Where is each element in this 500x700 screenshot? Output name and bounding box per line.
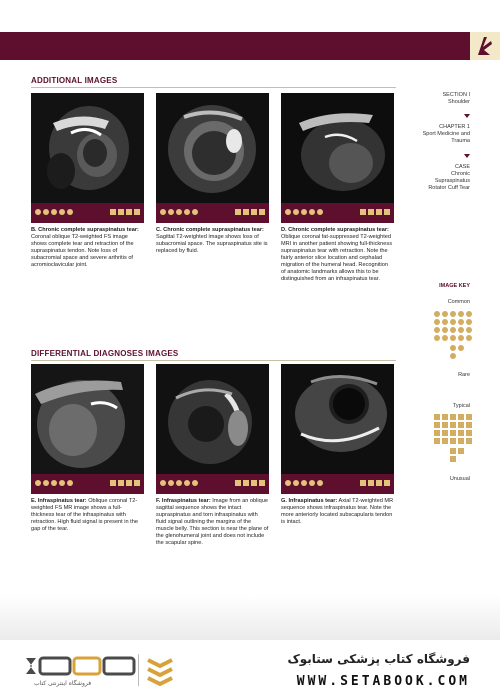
caption-d: D. Chronic complete supraspinatus tear: Oblique coronal fat-suppressed T2-weighted MRI in another patient showing full-thickness supraspinatus tear with retraction. Note the fairly anterior slice location and cephalad migration of the humeral head. Recognition of anatomic landmarks allows this to be distinguished from an infraspinatus tear. [281,227,392,282]
key-label-typical: Typical [452,403,470,409]
header-bar [0,32,500,60]
case-label: CASE [455,164,470,170]
mri-image-b [31,93,144,223]
section-divider [31,360,396,361]
store-url[interactable]: WWW.SETABOOK.COM [296,674,470,689]
chapter-label: CHAPTER 1 [439,124,470,130]
section-value: Shoulder [447,99,470,105]
section-title-additional: ADDITIONAL IMAGES [31,76,118,85]
stacked-chevrons-icon [146,654,174,686]
sidebar-case [418,164,470,192]
store-name: فروشگاه کتاب پزشکی ستابوک [287,652,470,666]
typical-squares [434,414,472,444]
key-label-common: Common [447,299,470,305]
mri-image-c [156,93,269,223]
common-dots [434,311,472,341]
image-key-title: IMAGE KEY [439,283,470,289]
mri-image-f [156,364,269,494]
arrow-down-icon [464,154,470,158]
caption-f: F. Infraspinatus tear: Image from an oblique sagittal sequence shows the intact supraspinatus and torn infraspinatus with fluid signal outlining the margins of the muscle belly. This section is near the plane of the glenohumeral joint and does not include the scapular spine. [156,498,269,546]
section-divider [31,87,396,88]
key-label-unusual: Unusual [449,476,470,482]
section-label: SECTION I [442,92,470,98]
caption-e: E. Infraspinatus tear: Oblique coronal T2-weighted FS MR image shows a full-thickness tear of the infraspinatus with retraction. High fluid signal is present in the gap of the tear. [31,498,138,532]
arrow-down-icon [464,114,470,118]
mri-image-e [31,364,144,494]
key-label-rare: Rare [458,372,470,378]
caption-b: B. Chronic complete supraspinatus tear: Coronal oblique T2-weighted FS image shows complete tear and retraction of the supraspinatus tendon. Note loss of subacromial space and severe arthritis of acromioclavicular joint. [31,227,139,268]
book-logo-icon [470,32,500,60]
unusual-squares [450,448,464,462]
logo-subtitle: فروشگاه اینترنتی کتاب [34,680,92,687]
sidebar-chapter [418,124,470,145]
rare-dots [450,345,464,359]
sidebar-section [418,92,470,106]
caption-c: C. Chronic complete supraspinatus tear: Sagittal T2-weighted image shows loss of subacromial space. The supraspinatus site is replaced by fluid. [156,227,268,254]
mri-image-d [281,93,394,223]
section-title-differential: DIFFERENTIAL DIAGNOSES IMAGES [31,349,179,358]
case-value: Chronic Supraspinatus Rotator Cuff Tear [428,171,470,191]
divider [138,654,139,686]
page-bottom-band [0,595,500,640]
caption-g: G. Infraspinatus tear: Axial T2-weighted MR sequence shows infraspinatus tear. Note the more anteriorly located subscapularis tendon is intact. [281,498,394,525]
mri-image-g [281,364,394,494]
footer-watermark [0,640,500,700]
chapter-value: Sport Medicine and Trauma [422,131,470,144]
